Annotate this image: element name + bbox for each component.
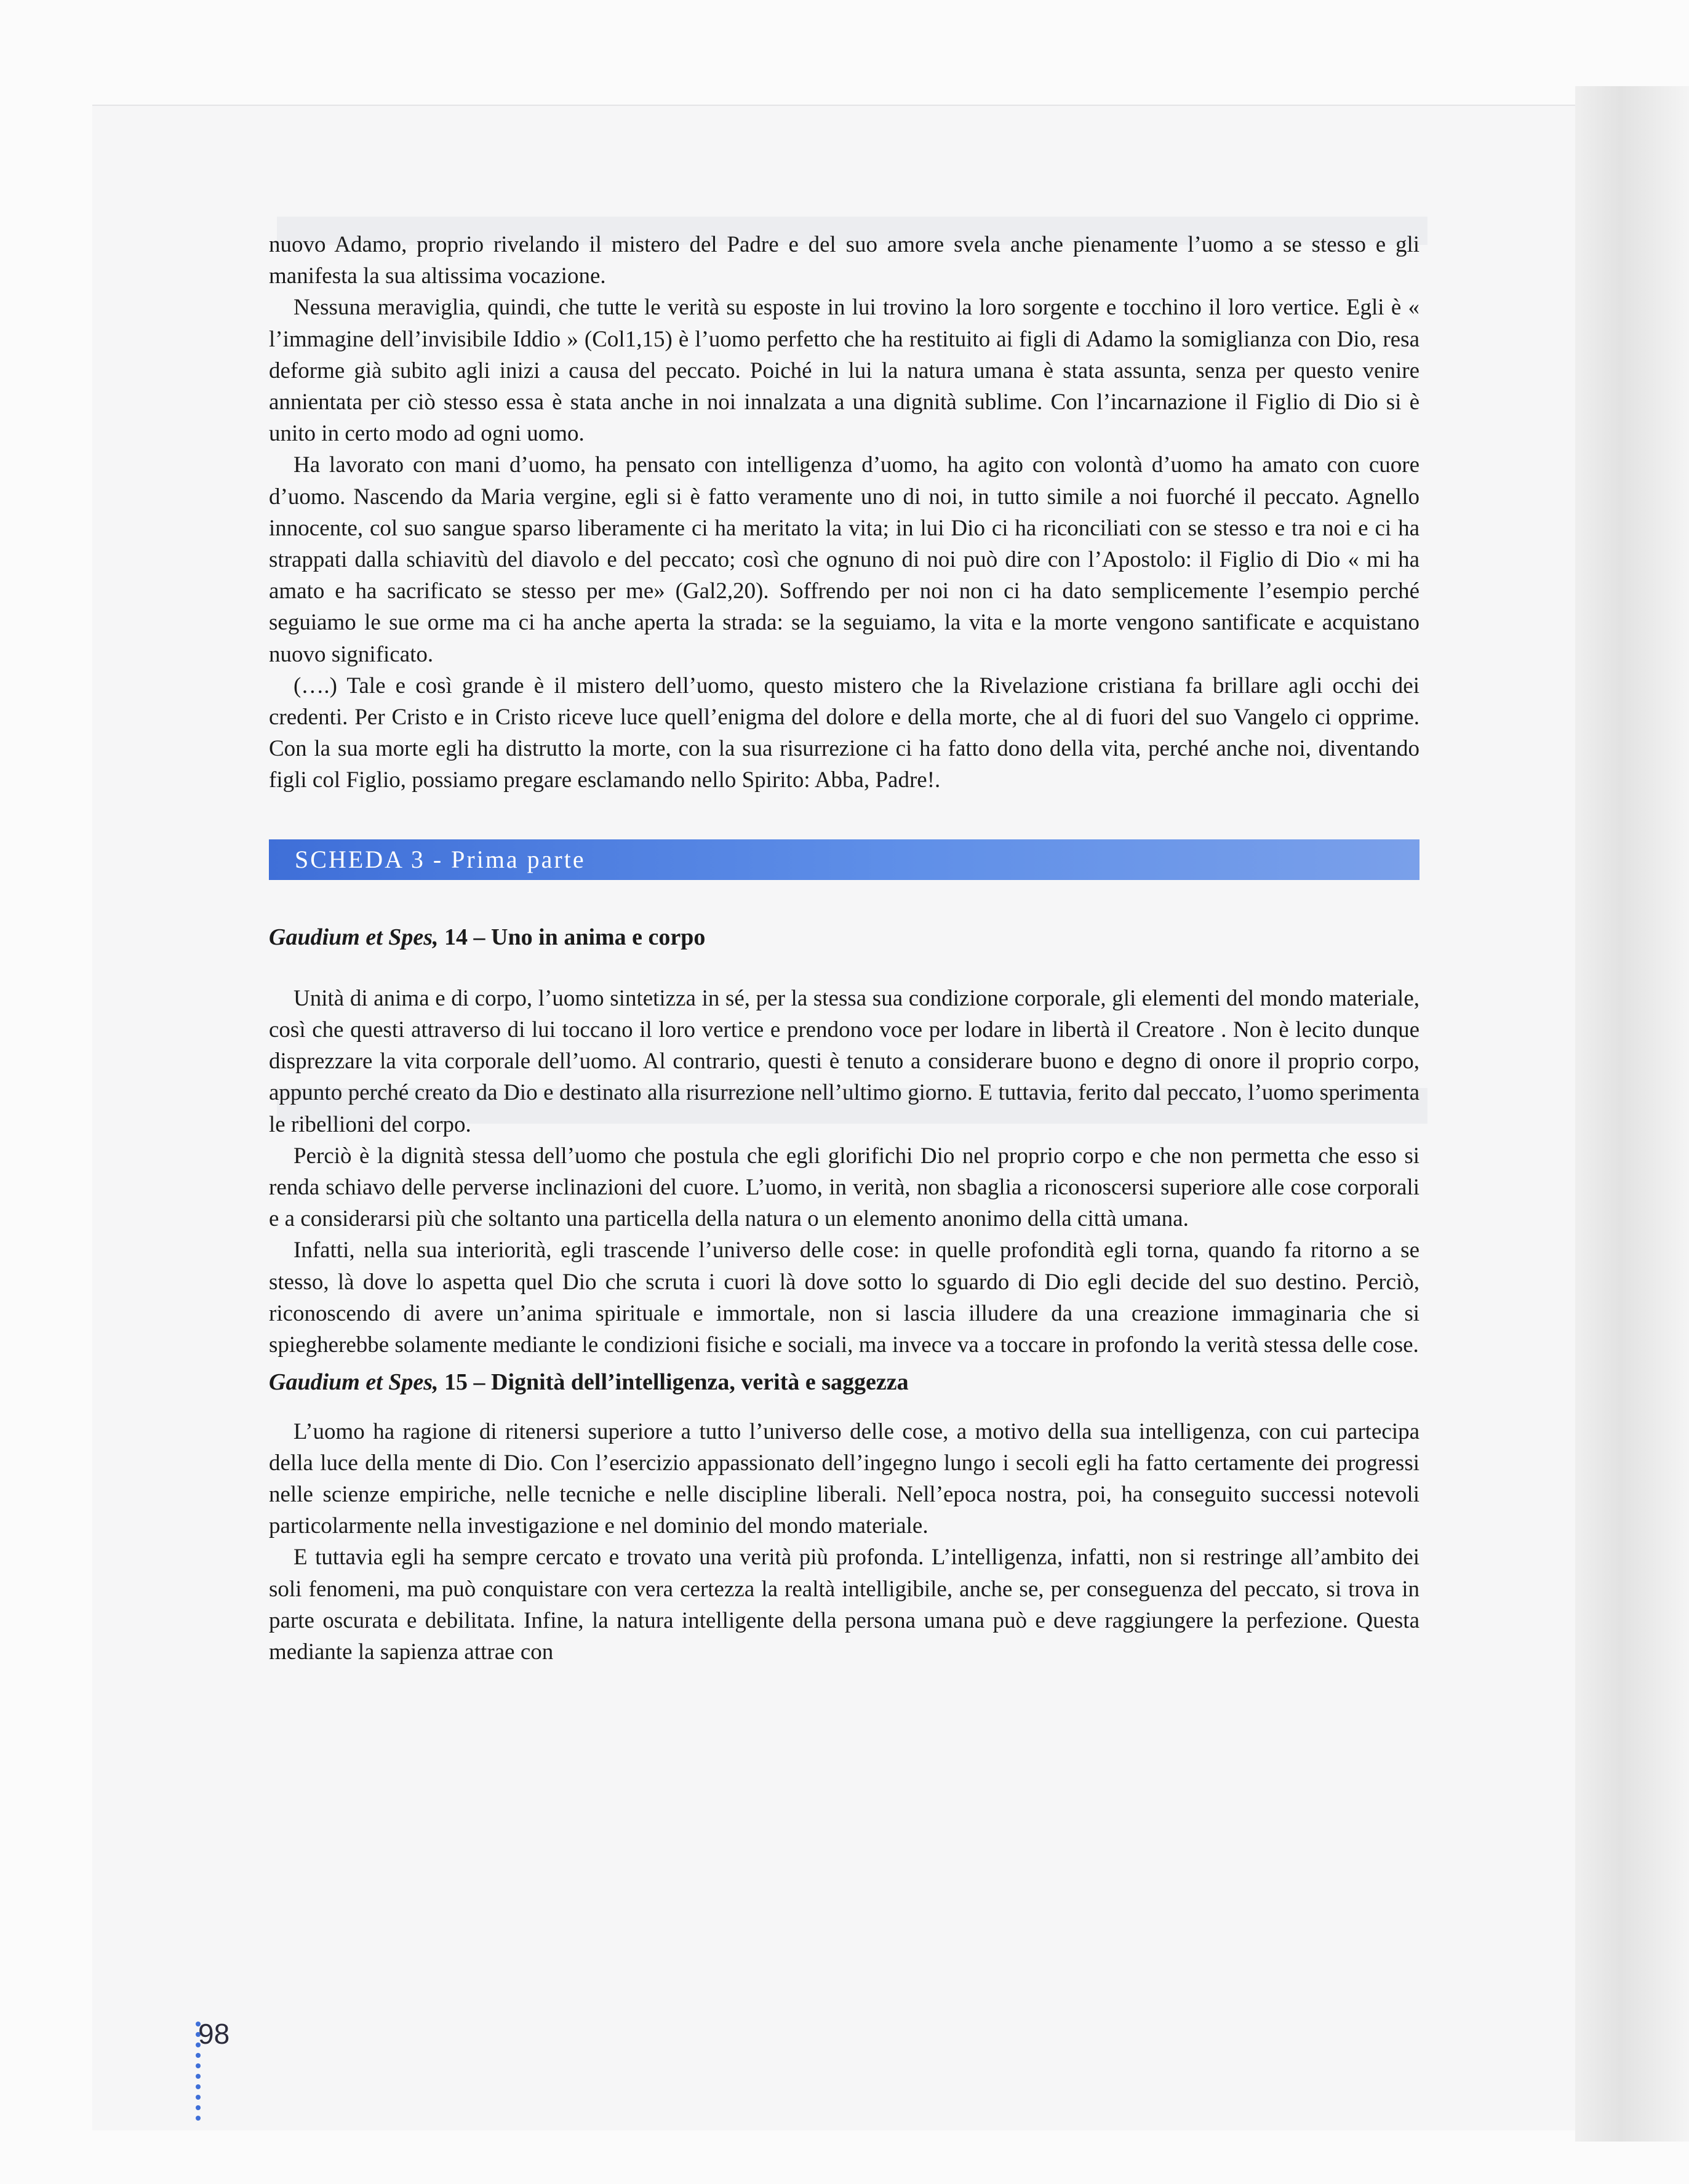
section-heading-15: [269, 1367, 1419, 1398]
paragraph: L’uomo ha ragione di ritenersi superiore a tutto l’universo delle cose, a motivo della sua intelligenza, con cui partecipa della luce della mente di Dio. Con l’esercizio appassionato dell’ingegno lungo i secoli egli ha fatto certamente dei progressi nelle scienze empiriche, nelle tecniche e nelle discipline liberali. Nell’epoca nostra, poi, ha conseguito successi notevoli particolarmente nella investigazione e nel dominio del mondo materiale.: [269, 1418, 1419, 1539]
page-edge-shadow: [1575, 86, 1689, 2142]
paragraph: Perciò è la dignità stessa dell’uomo che postula che egli glorifichi Dio nel proprio corpo e che non permetta che esso si renda schiavo delle perverse inclinazioni del cuore. L’uomo, in verità, non sbaglia a riconoscersi superiore alle cose corporali e a considerarsi più che soltanto una particella della natura o un elemento anonimo della città umana.: [269, 1143, 1419, 1232]
heading-source: Gaudium et Spes,: [269, 1369, 439, 1396]
heading-title: 15 – Dignità dell’intelligenza, verità e saggezza: [438, 1369, 909, 1396]
heading-source: Gaudium et Spes,: [269, 924, 439, 950]
paragraph: Unità di anima e di corpo, l’uomo sintetizza in sé, per la stessa sua condizione corporale, gli elementi del mondo materiale, così che questi attraverso di lui toccano il loro vertice e prendono voce per lodare in libertà il Creatore . Non è lecito dunque disprezzare la vita corporale dell’uomo. Al contrario, questi è tenuto a considerare buono e degno di onore il proprio corpo, appunto perché creato da Dio e destinato alla risurrezione nell’ultimo giorno. E tuttavia, ferito dal peccato, l’uomo sperimenta le ribellioni del corpo.: [269, 985, 1419, 1137]
section-heading-14: [269, 922, 1419, 953]
section-banner: SCHEDA 3 - Prima parte: [269, 839, 1419, 880]
document-body: [269, 229, 1419, 1668]
heading-title: 14 – Uno in anima e corpo: [438, 924, 706, 950]
paragraph: (….) Tale e così grande è il mistero dell’uomo, questo mistero che la Rivelazione cristiana fa brillare agli occhi dei credenti. Per Cristo e in Cristo riceve luce quell’enigma del dolore e della morte, che al di fuori del suo Vangelo ci opprime. Con la sua morte egli ha distrutto la morte, con la sua risurrezione ci ha fatto dono della vita, perché anche noi, diventando figli col Figlio, possiamo pregare esclamando nello Spirito: Abba, Padre!.: [269, 673, 1419, 793]
paragraph: Infatti, nella sua interiorità, egli trascende l’universo delle cose: in quelle profondità egli torna, quando fa ritorno a se stesso, là dove lo aspetta quel Dio che scruta i cuori là dove sotto lo sguardo di Dio egli decide del suo destino. Perciò, riconoscendo di avere un’anima spirituale e immortale, non si lascia illudere da una creazione immaginaria che si spiegherebbe solamente mediante le condizioni fisiche e sociali, ma invece va a toccare in profondo la verità stessa delle cose.: [269, 1238, 1419, 1358]
paragraph: Ha lavorato con mani d’uomo, ha pensato con intelligenza d’uomo, ha agito con volontà d’uomo ha amato con cuore d’uomo. Nascendo da Maria vergine, egli si è fatto veramente uno di noi, in tutto simile a noi fuorché il peccato. Agnello innocente, col suo sangue sparso liberamente ci ha meritato la vita; in lui Dio ci ha riconciliati con se stesso e tra noi e ci ha strappati dalla schiavitù del diavolo e del peccato; così che ognuno di noi può dire con l’Apostolo: il Figlio di Dio « mi ha amato e ha sacrificato se stesso per me» (Gal2,20). Soffrendo per noi non ci ha dato semplicemente l’esempio perché seguiamo le sue orme ma ci ha anche aperta la strada: se la seguiamo, la vita e la morte vengono santificate e acquistano nuovo significato.: [269, 452, 1419, 667]
paragraph: Nessuna meraviglia, quindi, che tutte le verità su esposte in lui trovino la loro sorgente e tocchino il loro vertice. Egli è « l’immagine dell’invisibile Iddio » (Col1,15) è l’uomo perfetto che ha restituito ai figli di Adamo la somiglianza con Dio, resa deforme già subito agli inizi a causa del peccato. Poiché in lui la natura umana è stata assunta, senza per questo venire annientata per ciò stesso essa è stata anche in noi innalzata a una dignità sublime. Con l’incarnazione il Figlio di Dio si è unito in certo modo ad ogni uomo.: [269, 295, 1419, 447]
paragraph: nuovo Adamo, proprio rivelando il mistero del Padre e del suo amore svela anche pienamente l’uomo a se stesso e gli manifesta la sua altissima vocazione.: [269, 232, 1419, 289]
page-number: 98: [198, 2018, 230, 2050]
paragraph: E tuttavia egli ha sempre cercato e trovato una verità più profonda. L’intelligenza, infatti, non si restringe all’ambito dei soli fenomeni, ma può conquistare con vera certezza la realtà intelligibile, anche se, per conseguenza del peccato, si trova in parte oscurata e debilitata. Infine, la natura intelligente della persona umana può e deve raggiungere la perfezione. Questa mediante la sapienza attrae con: [269, 1545, 1419, 1665]
